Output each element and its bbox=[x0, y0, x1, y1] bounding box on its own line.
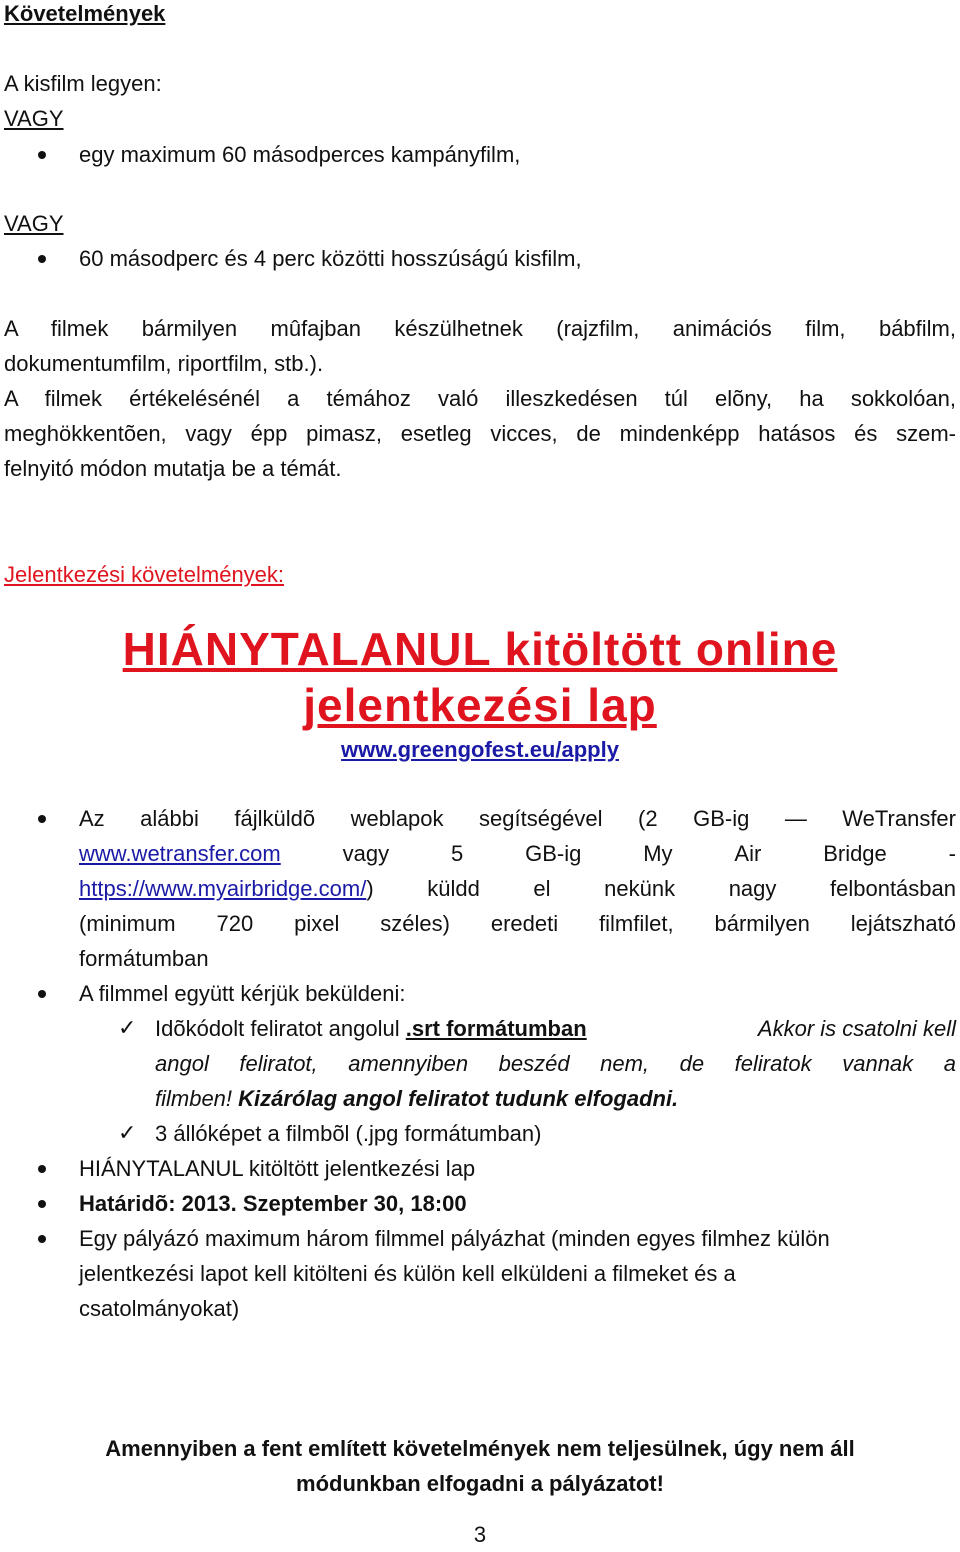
item5-line-3: csatolmányokat) bbox=[79, 1296, 240, 1321]
wetransfer-link[interactable]: www.wetransfer.com bbox=[79, 841, 281, 866]
footer-line-2: módunkban elfogadni a pályázatot! bbox=[296, 1471, 664, 1496]
option-1: egy maximum 60 másodperces kampányfilm, bbox=[79, 142, 521, 167]
deadline-text: Határidõ: 2013. Szeptember 30, 18:00 bbox=[79, 1191, 467, 1216]
item1-line-2: www.wetransfer.com vagy 5 GB-ig My Air Bridge - bbox=[79, 836, 956, 871]
item3-text: HIÁNYTALANUL kitöltött jelentkezési lap bbox=[79, 1156, 476, 1181]
evaluation-line-3: felnyitó módon mutatja be a témát. bbox=[4, 456, 342, 481]
sub1-line-3: filmben! Kizárólag angol feliratot tudunk elfogadni. bbox=[155, 1086, 679, 1111]
big-title-line-1: HIÁNYTALANUL kitöltött online bbox=[122, 623, 838, 675]
bullet-icon bbox=[38, 1165, 46, 1173]
evaluation-line-1: A filmek értékelésénél a témához való illeszkedésen túl elõny, ha sokkolóan, bbox=[4, 386, 956, 411]
bullet-icon bbox=[38, 151, 46, 159]
genre-line-1: A filmek bármilyen mûfajban készülhetnek (rajzfilm, animációs film, bábfilm, bbox=[4, 316, 956, 341]
item5-line-1: Egy pályázó maximum három filmmel pályázhat (minden egyes filmhez külön bbox=[79, 1226, 830, 1251]
or-label-2: VAGY bbox=[4, 211, 64, 236]
check-icon: ✓ bbox=[118, 1121, 137, 1146]
bullet-icon bbox=[38, 1235, 46, 1243]
bullet-icon bbox=[38, 255, 46, 263]
page-number: 3 bbox=[473, 1522, 487, 1547]
check-icon: ✓ bbox=[118, 1016, 137, 1041]
myairbridge-link[interactable]: https://www.myairbridge.com/ bbox=[79, 876, 367, 901]
sub2-text: 3 állóképet a filmbõl (.jpg formátumban) bbox=[155, 1121, 542, 1146]
genre-line-2: dokumentumfilm, riportfilm, stb.). bbox=[4, 351, 324, 376]
footer-line-1: Amennyiben a fent említett követelmények nem teljesülnek, úgy nem áll bbox=[105, 1436, 855, 1461]
item5-line-2: jelentkezési lapot kell kitölteni és külön kell elküldeni a filmeket és a bbox=[79, 1261, 736, 1286]
big-title-line-2: jelentkezési lap bbox=[303, 679, 657, 731]
intro-text: A kisfilm legyen: bbox=[4, 71, 162, 96]
bullet-icon bbox=[38, 1200, 46, 1208]
or-label-1: VAGY bbox=[4, 106, 64, 131]
item1-line-4: (minimum 720 pixel széles) eredeti filmfilet, bármilyen lejátszható bbox=[79, 911, 956, 936]
option-2: 60 másodperc és 4 perc közötti hosszúságú kisfilm, bbox=[79, 246, 582, 271]
bullet-icon bbox=[38, 990, 46, 998]
apply-link[interactable]: www.greengofest.eu/apply bbox=[341, 737, 619, 762]
item2-text: A filmmel együtt kérjük beküldeni: bbox=[79, 981, 406, 1006]
page-heading: Követelmények bbox=[4, 1, 166, 26]
apply-heading: Jelentkezési követelmények: bbox=[4, 562, 285, 587]
evaluation-line-2: meghökkentõen, vagy épp pimasz, esetleg vicces, de mindenképp hatásos és szem- bbox=[4, 421, 956, 446]
item1-line-3: https://www.myairbridge.com/) küldd el nekünk nagy felbontásban bbox=[79, 876, 956, 901]
item1-line-1: Az alábbi fájlküldõ weblapok segítségével (2 GB-ig — WeTransfer bbox=[79, 806, 956, 831]
bullet-icon bbox=[38, 815, 46, 823]
sub1-line-2: angol feliratot, amennyiben beszéd nem, de feliratok vannak a bbox=[155, 1051, 956, 1076]
item1-line-5: formátumban bbox=[79, 946, 209, 971]
sub1-line-1: Idõkódolt feliratot angolul .srt formátumban Akkor is csatolni kell bbox=[155, 1016, 956, 1041]
